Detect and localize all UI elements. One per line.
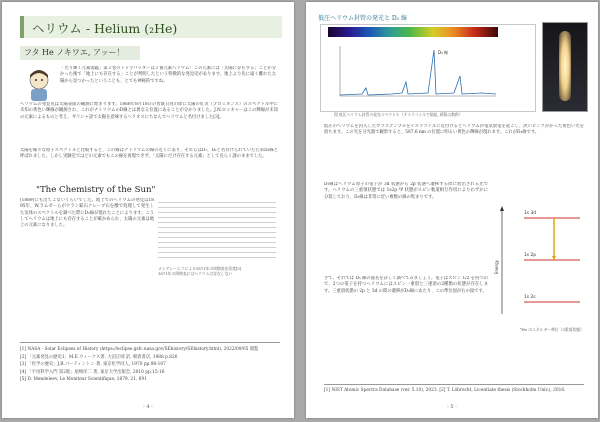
reference-item: [3] 「化学の歴史」J.R.パーティントン 著, 東京化学同人, 1970 pp.98-107 xyxy=(20,362,166,367)
subheading: フタ He ノキワエ, アッー！ xyxy=(24,48,125,57)
emission-spectrum-strip xyxy=(328,27,498,37)
reference-item: [1] NASA - Solar Eclipses of History (https://eclipse.gsfc.nasa.gov/SEhistory/SEhistory.html), 2022/09/05 閲覧 xyxy=(20,347,259,352)
left-page xyxy=(2,2,294,418)
energy-axis-label: Energy xyxy=(494,259,499,274)
spectrum-caption: 図 低圧ヘリウム封管の発光スペクトル（テスラコイルで励起, 積算は数秒） xyxy=(334,112,463,117)
reference-item: [4] 「宇宙科学入門 第2版」尾崎洋二 著, 東京大学出版会, 2010 pp.15-16 xyxy=(20,369,165,375)
reference-item: [5] D. Mendeleev, Le Moniteur Scientifique, 1879, 21, 691 xyxy=(20,377,147,382)
body-paragraph-2: 太陽を様々な原子スペクトルと比較すると、この線はナトリウムの線の近くにあり、それらはD₁、D₂と名付けられていたためD₃線と呼ばれました。しかし実験室ではどの元素でもこの線を再現できず、「太陽にだけ存在する元素」として長らく謎のままでした。 xyxy=(20,148,278,160)
page-number: - 5 - xyxy=(447,404,457,410)
character-avatar-icon xyxy=(24,68,54,102)
glowing-tube xyxy=(559,31,571,101)
level-label: 1s 3d xyxy=(524,211,537,216)
lamp-photo xyxy=(542,22,588,112)
chapter-title: ヘリウム - Helium (₂He) xyxy=(32,21,178,36)
right-page xyxy=(306,2,598,418)
periodic-table-caption: メンデレーエフによる1871年の周期表を改変[5] 1871年の周期表にはヘリウムは存在しない xyxy=(158,266,242,277)
level-label: 1s 2p xyxy=(524,253,537,258)
energy-level-diagram xyxy=(494,202,586,320)
spectrum-plot xyxy=(332,44,498,100)
page-number: - 4 - xyxy=(143,404,153,410)
reference-item: [2] 「元素発見の歴史1」M.E.ウィークス著, 大沼正則 訳, 朝倉書店, 1988 p.826 xyxy=(20,354,178,360)
right-body-paragraph-2: D₃線はヘリウム原子の電子が 3d 状態から 2p 状態へ遷移する際に放出される光です。ヘリウムの三重項状態では 1s2p ³P 状態がスピン軌道相互作用によりわずかに分裂しており、D₃線は非常に近い複数の線の集まりです。 xyxy=(324,182,488,200)
energy-level-caption: ⁴He のエネルギー準位（3重項状態） xyxy=(520,327,584,332)
subheading-bar xyxy=(20,46,140,60)
quoted-book-title: "The Chemistry of the Sun" xyxy=(36,185,156,195)
chapter-title-bar xyxy=(20,16,282,38)
footnotes-left xyxy=(20,342,280,384)
right-body-paragraph-1: 低圧のヘリウムを封入したガラスアンプルをテスラコイルに近付けるとヘリウムが電気放電を起こし、淡いピンクがかった黄色い光を放ちます。この光を分光器で観察すると、587.6 nm の位置に明るい黄色の輝線が現れます。これがD₃線です。 xyxy=(324,124,584,136)
body-paragraph-3: (1889)にも出てこないくらいでした。地上でのヘリウムの発見は1895年、W.ラムゼーらがウラン鉱石クレーブ石を酸で処理して発生した気体のスペクトルを調べた際にD₃線が現れたことによります。こうしてヘリウムは地上にも存在することが確かめられ、太陽の元素は地上の元素になりました。 xyxy=(20,198,154,229)
intro-text: 「光り輝く元素図鑑」第２巻のトップバッターは２番元素ヘリウム！この元素には「太陽に存在する」ことが分かった後で「地上にも存在する」ことが判明したという特徴的な発見史があります。地上より先に遠く離れた太陽から見つかったということも、とても神秘的ですね。 xyxy=(60,66,276,84)
periodic-table-figure xyxy=(158,198,276,262)
right-body-paragraph-3: さて、それでは D₃ 線の波長を詳しく調べてみましょう。電子はスピン 1/2 を持つので、2つの電子を持つヘリウムにはスピン一重項と三重項の2種類の状態が存在します。三重項状態の 2p と 3d の間の遷移がD₃線にあたり、この準位図が右の図です。 xyxy=(324,276,488,294)
figure-title: 低圧ヘリウム封管の発光と D₃ 線 xyxy=(318,15,407,22)
body-paragraph-1: ヘリウムの発見史は太陽表面の観測に始まります。1868年8月18日の皆既日食の際に太陽の紅炎（プロミネンス）のスペクトル中に未知の黄色い輝線が観測され、これがナトリウムのD線とは異なる位置にあることが分かりました。J.N.ロッキャーはこの輝線が未知の元素によるものと考え、ギリシャ語で太陽を意味するヘリオスにちなんでヘリウムと名付けました[3]。 xyxy=(20,102,278,120)
d3-line-label: D₃ 線 xyxy=(438,50,448,55)
footnotes-right: [1] NIST Atomic Spectra Database (ver. 5.10), 2023. [2] T. Löbrecht, Licentiate thesis (Stockholm Univ.), 2016. xyxy=(324,384,584,393)
level-label: 1s 2s xyxy=(524,295,536,300)
